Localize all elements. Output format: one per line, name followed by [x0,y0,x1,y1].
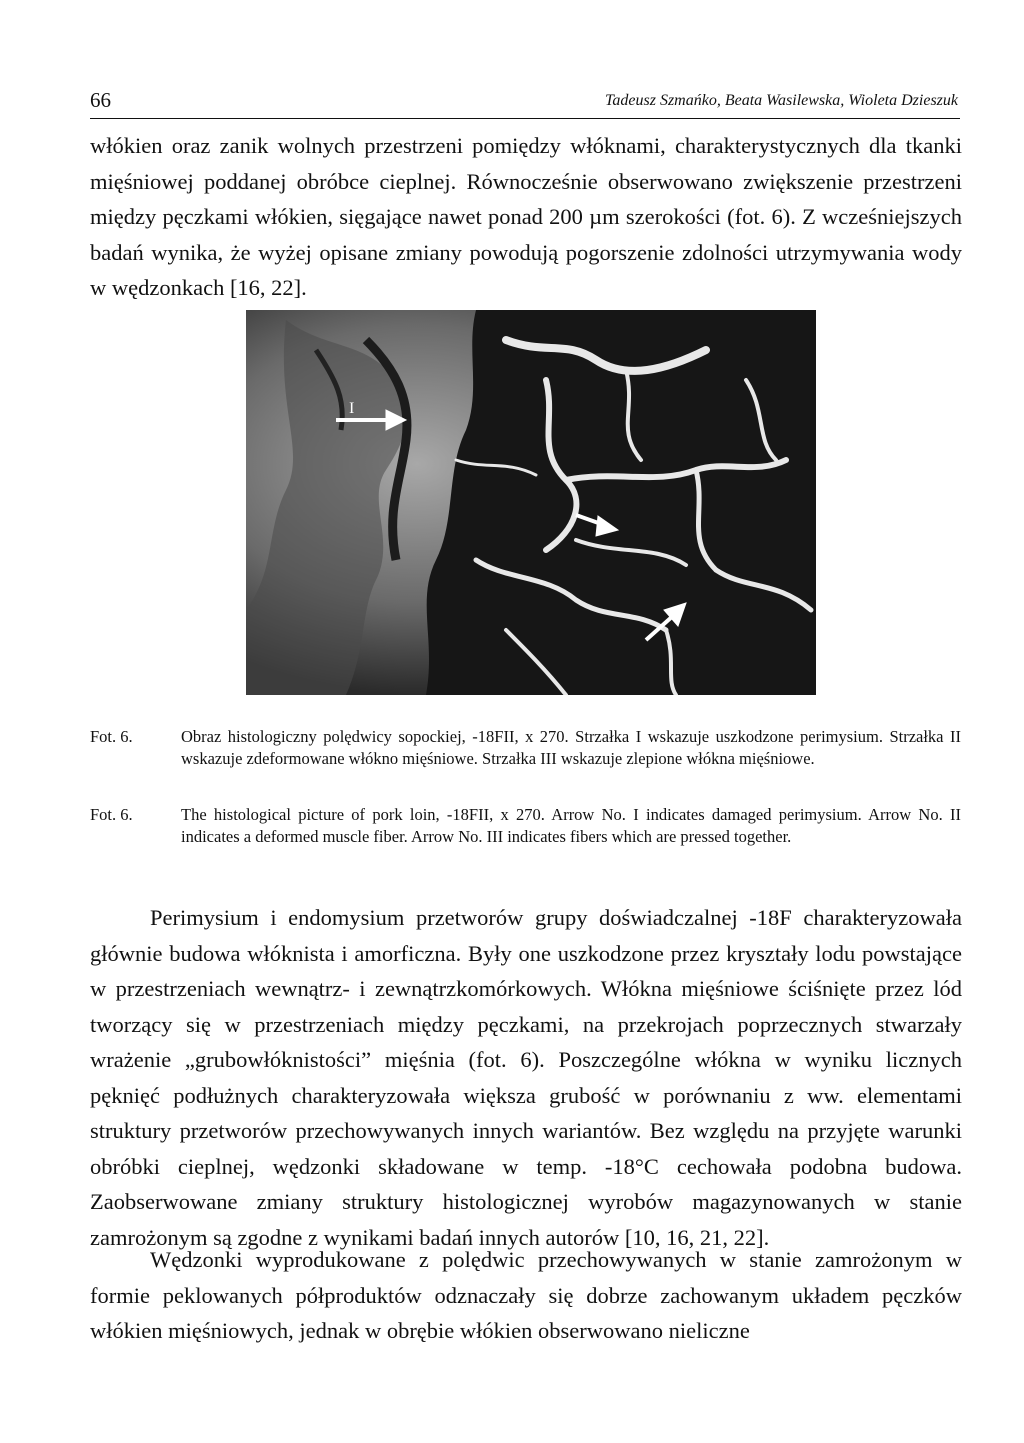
caption-label: Fot. 6. [90,805,133,824]
body-paragraph-3: Wędzonki wyprodukowane z polędwic przechowywanych w stanie zamrożonym w formie peklowanych półproduktów odznaczały się dobrze zachowanym układem pęczków włókien mięśniowych, jednak w obrębie włókien obserwowano nieliczne [90,1247,962,1343]
page-header [90,88,960,119]
page-number: 66 [90,88,111,112]
caption-text: The histological picture of pork loin, -18FII, x 270. Arrow No. I indicates damaged perimysium. Arrow No. II indicates a deformed muscle fiber. Arrow No. III indicates fibers which are pressed together. [181,805,961,846]
caption-label: Fot. 6. [90,727,133,746]
histology-micrograph [246,310,816,695]
running-head: Tadeusz Szmańko, Beata Wasilewska, Wioleta Dzieszuk [604,92,958,109]
arrow-label-i: I [349,400,355,417]
body-paragraph-2: Perimysium i endomysium przetworów grupy doświadczalnej -18F charakteryzowała głównie budowa włóknista i amorficzna. Były one uszkodzone przez kryształy lodu powstające w przestrzeniach wewnątrz- i zewnątrzkomórkowych. Włókna mięśniowe ściśnięte przez lód tworzący się w przestrzeniach między pęczkami, na przekrojach poprzecznych stwarzały wrażenie „grubowłóknistości” mięśnia (fot. 6). Poszczególne włókna w wyniku licznych pęknięć podłużnych charakteryzowała większa grubość w porównaniu z ww. elementami struktury przetworów przechowywanych innych wariantów. Bez względu na przyjęte warunki obróbki cieplnej, wędzonki składowane w temp. -18°C cechowała podobna budowa. Zaobserwowane zmiany struktury histologicznej wyrobów magazynowanych w stanie zamrożonym są zgodne z wynikami badań innych autorów [10, 16, 21, 22]. [90,905,962,1250]
histology-photo [246,310,816,695]
caption-text: Obraz histologiczny polędwicy sopockiej, -18FII, x 270. Strzałka I wskazuje uszkodzone perimysium. Strzałka II wskazuje zdeformowane włókno mięśniowe. Strzałka III wskazuje zlepione włókna mięśniowe. [181,727,961,768]
body-paragraph-1: włókien oraz zanik wolnych przestrzeni pomiędzy włóknami, charakterystycznych dla tkanki mięśniowej poddanej obróbce cieplnej. Równocześnie obserwowano zwiększenie przestrzeni między pęczkami włókien, sięgające nawet ponad 200 µm szerokości (fot. 6). Z wcześniejszych badań wynika, że wyżej opisane zmiany powodują pogorszenie zdolności utrzymywania wody w wędzonkach [16, 22]. [90,133,962,300]
